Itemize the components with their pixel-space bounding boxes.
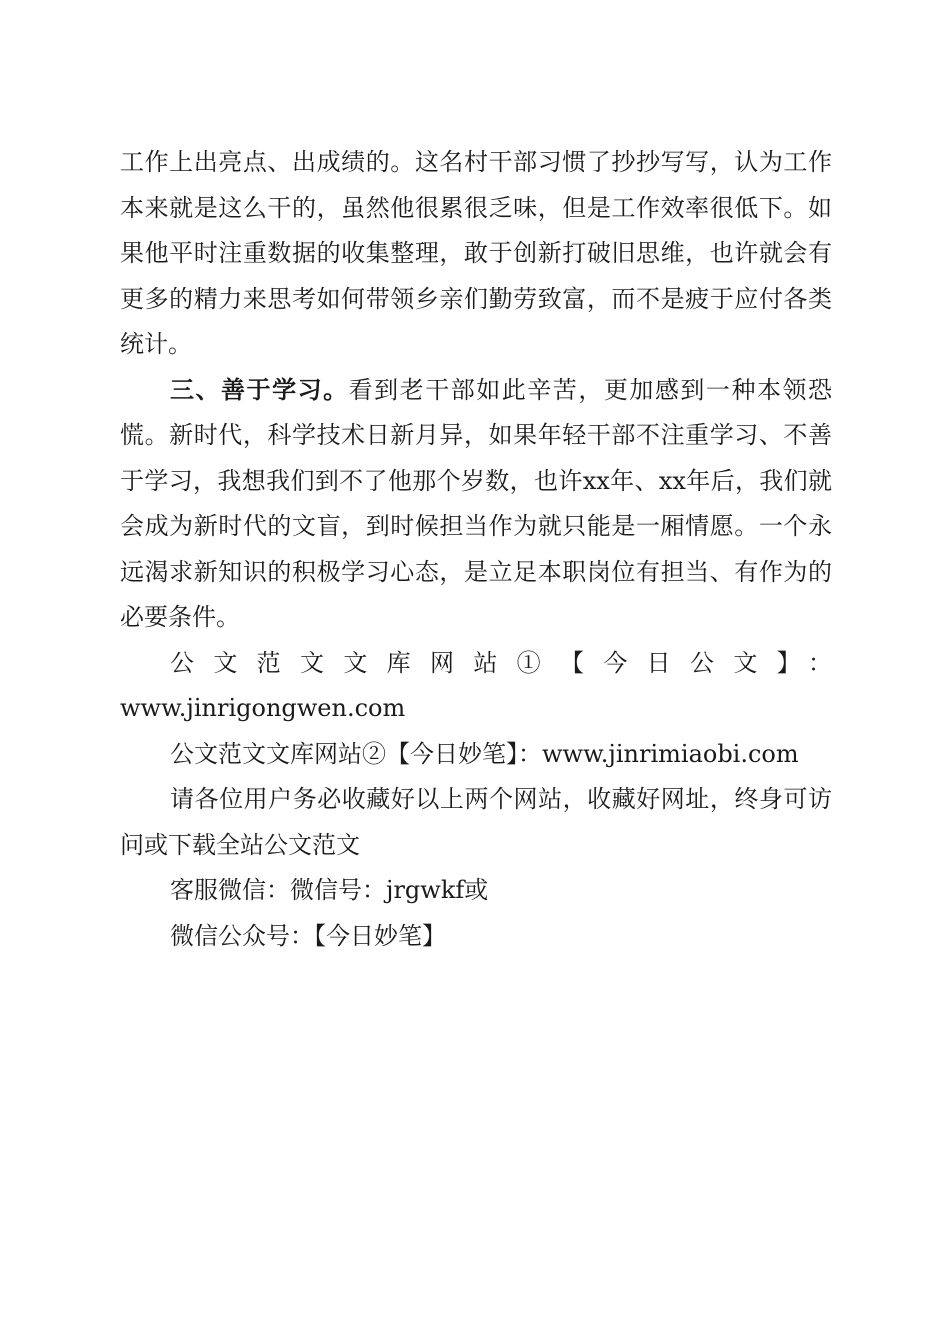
paragraph-learning xyxy=(120,368,832,641)
document-body xyxy=(120,140,832,959)
section-body-learning: 看到老干部如此辛苦，更加感到一种本领恐慌。新时代，科学技术日新月异，如果年轻干部不注重学习、不善于学习，我想我们到不了他那个岁数，也许xx年、xx年后，我们就会成为新时代的文盲，到时候担当作为就只能是一厢情愿。一个永远渴求新知识的积极学习心态，是立足本职岗位有担当、有作为的必要条件。 xyxy=(120,375,832,631)
site-1-url[interactable]: www.jinrigongwen.com xyxy=(120,694,406,722)
customer-service-wechat: 客服微信：微信号：jrgwkf或 xyxy=(170,876,489,904)
bookmark-notice: 请各位用户务必收藏好以上两个网站，收藏好网址，终身可访问或下载全站公文范文 xyxy=(120,785,832,859)
wechat-official-account: 微信公众号：【今日妙笔】 xyxy=(170,921,446,950)
site-2-line[interactable]: 公文范文文库网站②【今日妙笔】：www.jinrimiaobi.com xyxy=(170,739,799,768)
site-1-label: 公文范文文库网站①【今日公文】： xyxy=(170,648,832,677)
paragraph-efficiency: 工作上出亮点、出成绩的。这名村干部习惯了抄抄写写，认为工作本来就是这么干的，虽然他很累很乏味，但是工作效率很低下。如果他平时注重数据的收集整理，敢于创新打破旧思维，也许就会有更多的精力来思考如何带领乡亲们勤劳致富，而不是疲于应付各类统计。 xyxy=(120,148,832,358)
section-heading-learning: 三、善于学习。 xyxy=(170,375,349,404)
